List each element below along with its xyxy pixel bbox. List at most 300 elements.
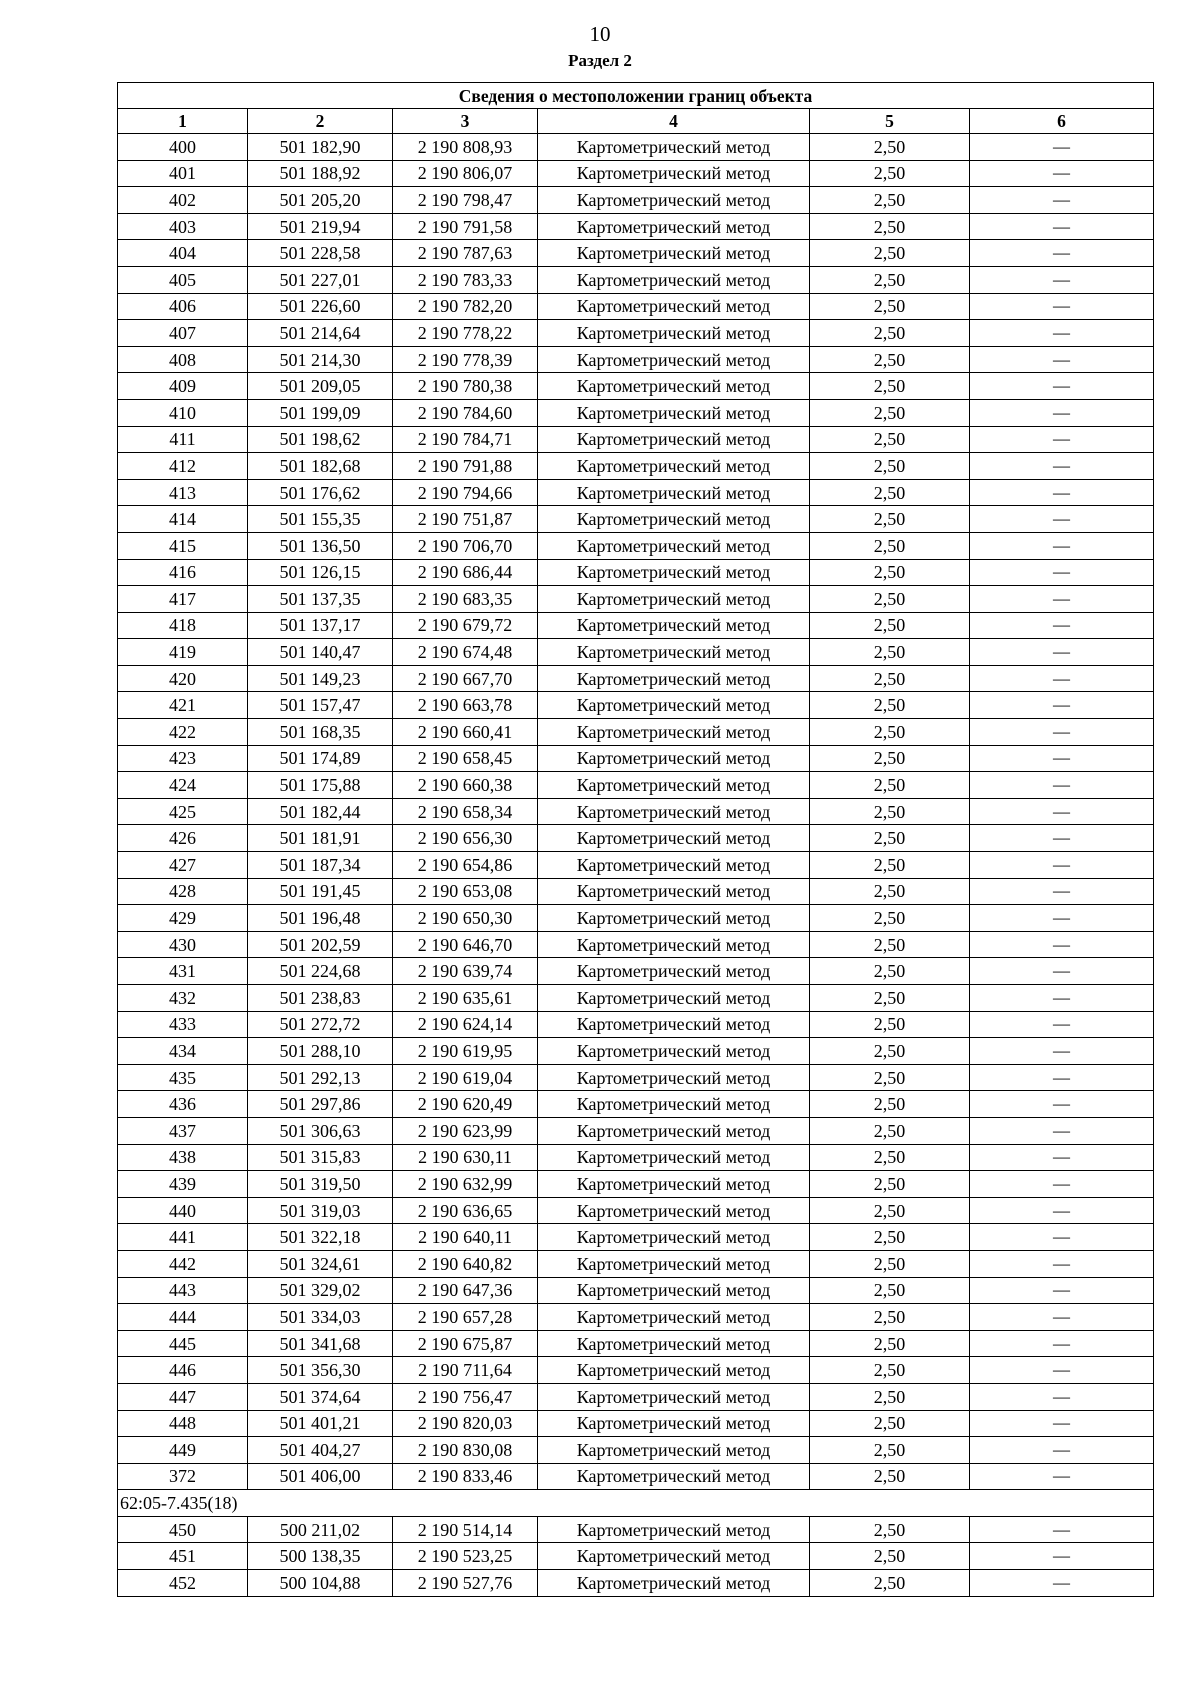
description-cell: — bbox=[970, 692, 1154, 719]
description-cell: — bbox=[970, 985, 1154, 1012]
x-coordinate-cell: 501 406,00 bbox=[248, 1463, 393, 1490]
x-coordinate-cell: 501 188,92 bbox=[248, 160, 393, 187]
x-coordinate-cell: 501 168,35 bbox=[248, 719, 393, 746]
method-cell: Картометрический метод bbox=[538, 745, 810, 772]
x-coordinate-cell: 501 182,90 bbox=[248, 134, 393, 161]
table-row bbox=[118, 240, 1154, 267]
accuracy-cell: 2,50 bbox=[810, 1117, 970, 1144]
y-coordinate-cell: 2 190 523,25 bbox=[393, 1543, 538, 1570]
x-coordinate-cell: 501 140,47 bbox=[248, 639, 393, 666]
accuracy-cell: 2,50 bbox=[810, 453, 970, 480]
method-cell: Картометрический метод bbox=[538, 320, 810, 347]
table-row bbox=[118, 931, 1154, 958]
table-row bbox=[118, 320, 1154, 347]
column-header: 6 bbox=[970, 109, 1154, 134]
accuracy-cell: 2,50 bbox=[810, 346, 970, 373]
x-coordinate-cell: 501 199,09 bbox=[248, 399, 393, 426]
x-coordinate-cell: 501 219,94 bbox=[248, 213, 393, 240]
method-cell: Картометрический метод bbox=[538, 1304, 810, 1331]
x-coordinate-cell: 501 155,35 bbox=[248, 506, 393, 533]
table-caption: Сведения о местоположении границ объекта bbox=[118, 83, 1154, 109]
point-number-cell: 400 bbox=[118, 134, 248, 161]
x-coordinate-cell: 501 175,88 bbox=[248, 772, 393, 799]
description-cell: — bbox=[970, 346, 1154, 373]
x-coordinate-cell: 501 149,23 bbox=[248, 665, 393, 692]
table-row bbox=[118, 1250, 1154, 1277]
y-coordinate-cell: 2 190 784,60 bbox=[393, 399, 538, 426]
table-row bbox=[118, 1197, 1154, 1224]
point-number-cell: 437 bbox=[118, 1117, 248, 1144]
point-number-cell: 435 bbox=[118, 1064, 248, 1091]
y-coordinate-cell: 2 190 656,30 bbox=[393, 825, 538, 852]
description-cell: — bbox=[970, 1011, 1154, 1038]
x-coordinate-cell: 501 187,34 bbox=[248, 852, 393, 879]
y-coordinate-cell: 2 190 636,65 bbox=[393, 1197, 538, 1224]
accuracy-cell: 2,50 bbox=[810, 426, 970, 453]
point-number-cell: 408 bbox=[118, 346, 248, 373]
method-cell: Картометрический метод bbox=[538, 1171, 810, 1198]
boundary-table-container bbox=[117, 82, 1154, 1597]
method-cell: Картометрический метод bbox=[538, 1570, 810, 1597]
method-cell: Картометрический метод bbox=[538, 825, 810, 852]
description-cell: — bbox=[970, 905, 1154, 932]
accuracy-cell: 2,50 bbox=[810, 1144, 970, 1171]
method-cell: Картометрический метод bbox=[538, 559, 810, 586]
accuracy-cell: 2,50 bbox=[810, 639, 970, 666]
x-coordinate-cell: 501 404,27 bbox=[248, 1437, 393, 1464]
description-cell: — bbox=[970, 931, 1154, 958]
accuracy-cell: 2,50 bbox=[810, 1277, 970, 1304]
point-number-cell: 434 bbox=[118, 1038, 248, 1065]
y-coordinate-cell: 2 190 782,20 bbox=[393, 293, 538, 320]
x-coordinate-cell: 501 214,30 bbox=[248, 346, 393, 373]
accuracy-cell: 2,50 bbox=[810, 1463, 970, 1490]
accuracy-cell: 2,50 bbox=[810, 958, 970, 985]
accuracy-cell: 2,50 bbox=[810, 931, 970, 958]
table-row bbox=[118, 878, 1154, 905]
y-coordinate-cell: 2 190 780,38 bbox=[393, 373, 538, 400]
y-coordinate-cell: 2 190 620,49 bbox=[393, 1091, 538, 1118]
y-coordinate-cell: 2 190 783,33 bbox=[393, 266, 538, 293]
y-coordinate-cell: 2 190 658,34 bbox=[393, 798, 538, 825]
y-coordinate-cell: 2 190 808,93 bbox=[393, 134, 538, 161]
point-number-cell: 417 bbox=[118, 586, 248, 613]
x-coordinate-cell: 501 182,44 bbox=[248, 798, 393, 825]
x-coordinate-cell: 501 292,13 bbox=[248, 1064, 393, 1091]
method-cell: Картометрический метод bbox=[538, 1011, 810, 1038]
x-coordinate-cell: 501 297,86 bbox=[248, 1091, 393, 1118]
accuracy-cell: 2,50 bbox=[810, 532, 970, 559]
point-number-cell: 433 bbox=[118, 1011, 248, 1038]
table-row bbox=[118, 719, 1154, 746]
point-number-cell: 411 bbox=[118, 426, 248, 453]
point-number-cell: 372 bbox=[118, 1463, 248, 1490]
point-number-cell: 448 bbox=[118, 1410, 248, 1437]
accuracy-cell: 2,50 bbox=[810, 1330, 970, 1357]
x-coordinate-cell: 501 224,68 bbox=[248, 958, 393, 985]
x-coordinate-cell: 501 341,68 bbox=[248, 1330, 393, 1357]
accuracy-cell: 2,50 bbox=[810, 878, 970, 905]
accuracy-cell: 2,50 bbox=[810, 1224, 970, 1251]
table-row bbox=[118, 1437, 1154, 1464]
accuracy-cell: 2,50 bbox=[810, 745, 970, 772]
method-cell: Картометрический метод bbox=[538, 1383, 810, 1410]
description-cell: — bbox=[970, 745, 1154, 772]
point-number-cell: 426 bbox=[118, 825, 248, 852]
x-coordinate-cell: 501 198,62 bbox=[248, 426, 393, 453]
table-row bbox=[118, 506, 1154, 533]
accuracy-cell: 2,50 bbox=[810, 1091, 970, 1118]
point-number-cell: 444 bbox=[118, 1304, 248, 1331]
table-row bbox=[118, 612, 1154, 639]
table-row bbox=[118, 373, 1154, 400]
table-row bbox=[118, 772, 1154, 799]
y-coordinate-cell: 2 190 630,11 bbox=[393, 1144, 538, 1171]
accuracy-cell: 2,50 bbox=[810, 1570, 970, 1597]
point-number-cell: 419 bbox=[118, 639, 248, 666]
table-row bbox=[118, 1463, 1154, 1490]
table-row bbox=[118, 1304, 1154, 1331]
accuracy-cell: 2,50 bbox=[810, 586, 970, 613]
x-coordinate-cell: 501 319,03 bbox=[248, 1197, 393, 1224]
x-coordinate-cell: 501 182,68 bbox=[248, 453, 393, 480]
point-number-cell: 443 bbox=[118, 1277, 248, 1304]
table-row bbox=[118, 1330, 1154, 1357]
y-coordinate-cell: 2 190 830,08 bbox=[393, 1437, 538, 1464]
point-number-cell: 445 bbox=[118, 1330, 248, 1357]
y-coordinate-cell: 2 190 657,28 bbox=[393, 1304, 538, 1331]
table-row bbox=[118, 399, 1154, 426]
description-cell: — bbox=[970, 1383, 1154, 1410]
table-row bbox=[118, 985, 1154, 1012]
table-row bbox=[118, 426, 1154, 453]
y-coordinate-cell: 2 190 686,44 bbox=[393, 559, 538, 586]
point-number-cell: 423 bbox=[118, 745, 248, 772]
accuracy-cell: 2,50 bbox=[810, 1197, 970, 1224]
table-row bbox=[118, 905, 1154, 932]
segment-label: 62:05-7.435(18) bbox=[118, 1490, 1154, 1517]
table-row bbox=[118, 160, 1154, 187]
x-coordinate-cell: 501 181,91 bbox=[248, 825, 393, 852]
method-cell: Картометрический метод bbox=[538, 426, 810, 453]
point-number-cell: 432 bbox=[118, 985, 248, 1012]
y-coordinate-cell: 2 190 514,14 bbox=[393, 1516, 538, 1543]
y-coordinate-cell: 2 190 791,58 bbox=[393, 213, 538, 240]
description-cell: — bbox=[970, 293, 1154, 320]
description-cell: — bbox=[970, 1144, 1154, 1171]
table-row bbox=[118, 134, 1154, 161]
y-coordinate-cell: 2 190 751,87 bbox=[393, 506, 538, 533]
accuracy-cell: 2,50 bbox=[810, 852, 970, 879]
point-number-cell: 449 bbox=[118, 1437, 248, 1464]
accuracy-cell: 2,50 bbox=[810, 559, 970, 586]
method-cell: Картометрический метод bbox=[538, 1091, 810, 1118]
accuracy-cell: 2,50 bbox=[810, 985, 970, 1012]
method-cell: Картометрический метод bbox=[538, 399, 810, 426]
y-coordinate-cell: 2 190 624,14 bbox=[393, 1011, 538, 1038]
point-number-cell: 439 bbox=[118, 1171, 248, 1198]
column-header: 3 bbox=[393, 109, 538, 134]
x-coordinate-cell: 501 238,83 bbox=[248, 985, 393, 1012]
accuracy-cell: 2,50 bbox=[810, 1383, 970, 1410]
method-cell: Картометрический метод bbox=[538, 1330, 810, 1357]
accuracy-cell: 2,50 bbox=[810, 1250, 970, 1277]
method-cell: Картометрический метод bbox=[538, 798, 810, 825]
accuracy-cell: 2,50 bbox=[810, 905, 970, 932]
description-cell: — bbox=[970, 1570, 1154, 1597]
point-number-cell: 440 bbox=[118, 1197, 248, 1224]
point-number-cell: 407 bbox=[118, 320, 248, 347]
description-cell: — bbox=[970, 479, 1154, 506]
description-cell: — bbox=[970, 1463, 1154, 1490]
y-coordinate-cell: 2 190 798,47 bbox=[393, 187, 538, 214]
point-number-cell: 422 bbox=[118, 719, 248, 746]
accuracy-cell: 2,50 bbox=[810, 479, 970, 506]
method-cell: Картометрический метод bbox=[538, 213, 810, 240]
description-cell: — bbox=[970, 213, 1154, 240]
description-cell: — bbox=[970, 1543, 1154, 1570]
method-cell: Картометрический метод bbox=[538, 878, 810, 905]
x-coordinate-cell: 501 329,02 bbox=[248, 1277, 393, 1304]
method-cell: Картометрический метод bbox=[538, 187, 810, 214]
description-cell: — bbox=[970, 1516, 1154, 1543]
method-cell: Картометрический метод bbox=[538, 612, 810, 639]
x-coordinate-cell: 501 334,03 bbox=[248, 1304, 393, 1331]
method-cell: Картометрический метод bbox=[538, 134, 810, 161]
description-cell: — bbox=[970, 506, 1154, 533]
point-number-cell: 430 bbox=[118, 931, 248, 958]
description-cell: — bbox=[970, 772, 1154, 799]
point-number-cell: 402 bbox=[118, 187, 248, 214]
table-row bbox=[118, 1277, 1154, 1304]
x-coordinate-cell: 501 272,72 bbox=[248, 1011, 393, 1038]
method-cell: Картометрический метод bbox=[538, 1224, 810, 1251]
accuracy-cell: 2,50 bbox=[810, 373, 970, 400]
x-coordinate-cell: 501 319,50 bbox=[248, 1171, 393, 1198]
y-coordinate-cell: 2 190 527,76 bbox=[393, 1570, 538, 1597]
table-row bbox=[118, 1224, 1154, 1251]
accuracy-cell: 2,50 bbox=[810, 134, 970, 161]
y-coordinate-cell: 2 190 619,04 bbox=[393, 1064, 538, 1091]
point-number-cell: 414 bbox=[118, 506, 248, 533]
description-cell: — bbox=[970, 1197, 1154, 1224]
x-coordinate-cell: 501 196,48 bbox=[248, 905, 393, 932]
table-row bbox=[118, 293, 1154, 320]
table-row bbox=[118, 1171, 1154, 1198]
accuracy-cell: 2,50 bbox=[810, 213, 970, 240]
accuracy-cell: 2,50 bbox=[810, 1038, 970, 1065]
x-coordinate-cell: 500 211,02 bbox=[248, 1516, 393, 1543]
point-number-cell: 405 bbox=[118, 266, 248, 293]
description-cell: — bbox=[970, 559, 1154, 586]
x-coordinate-cell: 501 136,50 bbox=[248, 532, 393, 559]
y-coordinate-cell: 2 190 640,11 bbox=[393, 1224, 538, 1251]
y-coordinate-cell: 2 190 679,72 bbox=[393, 612, 538, 639]
table-row bbox=[118, 187, 1154, 214]
point-number-cell: 442 bbox=[118, 1250, 248, 1277]
y-coordinate-cell: 2 190 654,86 bbox=[393, 852, 538, 879]
point-number-cell: 452 bbox=[118, 1570, 248, 1597]
x-coordinate-cell: 500 138,35 bbox=[248, 1543, 393, 1570]
description-cell: — bbox=[970, 1410, 1154, 1437]
table-row bbox=[118, 825, 1154, 852]
x-coordinate-cell: 501 137,35 bbox=[248, 586, 393, 613]
y-coordinate-cell: 2 190 778,22 bbox=[393, 320, 538, 347]
point-number-cell: 421 bbox=[118, 692, 248, 719]
accuracy-cell: 2,50 bbox=[810, 266, 970, 293]
column-header-row bbox=[118, 109, 1154, 134]
y-coordinate-cell: 2 190 667,70 bbox=[393, 665, 538, 692]
description-cell: — bbox=[970, 665, 1154, 692]
description-cell: — bbox=[970, 586, 1154, 613]
y-coordinate-cell: 2 190 683,35 bbox=[393, 586, 538, 613]
x-coordinate-cell: 501 137,17 bbox=[248, 612, 393, 639]
accuracy-cell: 2,50 bbox=[810, 240, 970, 267]
y-coordinate-cell: 2 190 756,47 bbox=[393, 1383, 538, 1410]
point-number-cell: 413 bbox=[118, 479, 248, 506]
description-cell: — bbox=[970, 373, 1154, 400]
accuracy-cell: 2,50 bbox=[810, 160, 970, 187]
table-row bbox=[118, 745, 1154, 772]
y-coordinate-cell: 2 190 635,61 bbox=[393, 985, 538, 1012]
segment-label-row bbox=[118, 1490, 1154, 1517]
accuracy-cell: 2,50 bbox=[810, 1304, 970, 1331]
description-cell: — bbox=[970, 1250, 1154, 1277]
x-coordinate-cell: 501 214,64 bbox=[248, 320, 393, 347]
y-coordinate-cell: 2 190 658,45 bbox=[393, 745, 538, 772]
description-cell: — bbox=[970, 1038, 1154, 1065]
method-cell: Картометрический метод bbox=[538, 586, 810, 613]
description-cell: — bbox=[970, 134, 1154, 161]
description-cell: — bbox=[970, 852, 1154, 879]
y-coordinate-cell: 2 190 632,99 bbox=[393, 1171, 538, 1198]
column-header: 5 bbox=[810, 109, 970, 134]
table-row bbox=[118, 1516, 1154, 1543]
accuracy-cell: 2,50 bbox=[810, 692, 970, 719]
method-cell: Картометрический метод bbox=[538, 1437, 810, 1464]
method-cell: Картометрический метод bbox=[538, 905, 810, 932]
point-number-cell: 438 bbox=[118, 1144, 248, 1171]
y-coordinate-cell: 2 190 640,82 bbox=[393, 1250, 538, 1277]
point-number-cell: 406 bbox=[118, 293, 248, 320]
method-cell: Картометрический метод bbox=[538, 719, 810, 746]
accuracy-cell: 2,50 bbox=[810, 1357, 970, 1384]
accuracy-cell: 2,50 bbox=[810, 612, 970, 639]
x-coordinate-cell: 500 104,88 bbox=[248, 1570, 393, 1597]
method-cell: Картометрический метод bbox=[538, 160, 810, 187]
y-coordinate-cell: 2 190 820,03 bbox=[393, 1410, 538, 1437]
method-cell: Картометрический метод bbox=[538, 453, 810, 480]
y-coordinate-cell: 2 190 650,30 bbox=[393, 905, 538, 932]
y-coordinate-cell: 2 190 647,36 bbox=[393, 1277, 538, 1304]
description-cell: — bbox=[970, 1171, 1154, 1198]
method-cell: Картометрический метод bbox=[538, 985, 810, 1012]
table-row bbox=[118, 266, 1154, 293]
point-number-cell: 420 bbox=[118, 665, 248, 692]
table-row bbox=[118, 1064, 1154, 1091]
table-row bbox=[118, 692, 1154, 719]
description-cell: — bbox=[970, 798, 1154, 825]
accuracy-cell: 2,50 bbox=[810, 1543, 970, 1570]
table-caption-row bbox=[118, 83, 1154, 109]
method-cell: Картометрический метод bbox=[538, 266, 810, 293]
x-coordinate-cell: 501 202,59 bbox=[248, 931, 393, 958]
description-cell: — bbox=[970, 1357, 1154, 1384]
point-number-cell: 424 bbox=[118, 772, 248, 799]
method-cell: Картометрический метод bbox=[538, 665, 810, 692]
point-number-cell: 427 bbox=[118, 852, 248, 879]
y-coordinate-cell: 2 190 660,38 bbox=[393, 772, 538, 799]
description-cell: — bbox=[970, 240, 1154, 267]
y-coordinate-cell: 2 190 663,78 bbox=[393, 692, 538, 719]
method-cell: Картометрический метод bbox=[538, 506, 810, 533]
point-number-cell: 401 bbox=[118, 160, 248, 187]
accuracy-cell: 2,50 bbox=[810, 506, 970, 533]
table-row bbox=[118, 1410, 1154, 1437]
y-coordinate-cell: 2 190 787,63 bbox=[393, 240, 538, 267]
method-cell: Картометрический метод bbox=[538, 1516, 810, 1543]
x-coordinate-cell: 501 228,58 bbox=[248, 240, 393, 267]
x-coordinate-cell: 501 126,15 bbox=[248, 559, 393, 586]
description-cell: — bbox=[970, 958, 1154, 985]
method-cell: Картометрический метод bbox=[538, 1250, 810, 1277]
accuracy-cell: 2,50 bbox=[810, 772, 970, 799]
accuracy-cell: 2,50 bbox=[810, 1064, 970, 1091]
description-cell: — bbox=[970, 719, 1154, 746]
boundary-coordinates-table bbox=[117, 82, 1154, 1597]
description-cell: — bbox=[970, 1117, 1154, 1144]
x-coordinate-cell: 501 374,64 bbox=[248, 1383, 393, 1410]
method-cell: Картометрический метод bbox=[538, 1543, 810, 1570]
point-number-cell: 428 bbox=[118, 878, 248, 905]
point-number-cell: 431 bbox=[118, 958, 248, 985]
y-coordinate-cell: 2 190 711,64 bbox=[393, 1357, 538, 1384]
table-row bbox=[118, 532, 1154, 559]
table-row bbox=[118, 559, 1154, 586]
x-coordinate-cell: 501 205,20 bbox=[248, 187, 393, 214]
method-cell: Картометрический метод bbox=[538, 639, 810, 666]
x-coordinate-cell: 501 288,10 bbox=[248, 1038, 393, 1065]
point-number-cell: 418 bbox=[118, 612, 248, 639]
point-number-cell: 447 bbox=[118, 1383, 248, 1410]
x-coordinate-cell: 501 191,45 bbox=[248, 878, 393, 905]
y-coordinate-cell: 2 190 706,70 bbox=[393, 532, 538, 559]
y-coordinate-cell: 2 190 660,41 bbox=[393, 719, 538, 746]
y-coordinate-cell: 2 190 833,46 bbox=[393, 1463, 538, 1490]
method-cell: Картометрический метод bbox=[538, 1117, 810, 1144]
description-cell: — bbox=[970, 1091, 1154, 1118]
method-cell: Картометрический метод bbox=[538, 1357, 810, 1384]
method-cell: Картометрический метод bbox=[538, 772, 810, 799]
point-number-cell: 410 bbox=[118, 399, 248, 426]
point-number-cell: 441 bbox=[118, 1224, 248, 1251]
method-cell: Картометрический метод bbox=[538, 958, 810, 985]
description-cell: — bbox=[970, 532, 1154, 559]
accuracy-cell: 2,50 bbox=[810, 719, 970, 746]
x-coordinate-cell: 501 315,83 bbox=[248, 1144, 393, 1171]
accuracy-cell: 2,50 bbox=[810, 798, 970, 825]
table-row bbox=[118, 1011, 1154, 1038]
point-number-cell: 451 bbox=[118, 1543, 248, 1570]
table-row bbox=[118, 1570, 1154, 1597]
table-row bbox=[118, 1357, 1154, 1384]
description-cell: — bbox=[970, 453, 1154, 480]
point-number-cell: 415 bbox=[118, 532, 248, 559]
point-number-cell: 425 bbox=[118, 798, 248, 825]
accuracy-cell: 2,50 bbox=[810, 187, 970, 214]
y-coordinate-cell: 2 190 778,39 bbox=[393, 346, 538, 373]
x-coordinate-cell: 501 324,61 bbox=[248, 1250, 393, 1277]
